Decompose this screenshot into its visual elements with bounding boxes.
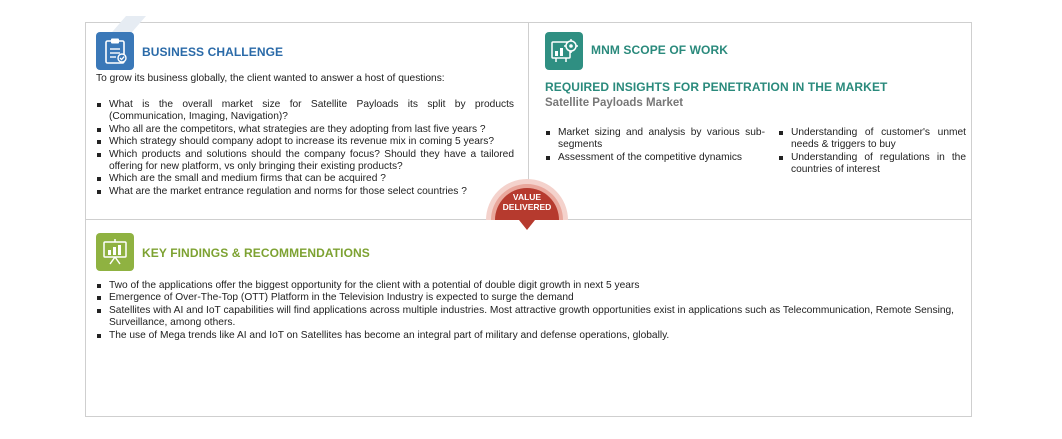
presentation-chart-icon <box>96 233 134 271</box>
list-item: Understanding of customer's unmet needs & triggers to buy <box>778 127 966 152</box>
list-item: Understanding of regulations in the countries of interest <box>778 152 966 177</box>
business-challenge-title: BUSINESS CHALLENGE <box>142 45 284 59</box>
list-item: Emergence of Over-The-Top (OTT) Platform in the Television Industry is expected to surge the demand <box>96 292 954 304</box>
list-item: Which products and solutions should the company focus? Should they have a tailored offering for new platform, vs only bringing their existing products? <box>96 149 514 174</box>
list-item: Which are the small and medium firms that can be acquired ? <box>96 173 514 185</box>
value-delivered-badge <box>482 178 572 230</box>
list-item: What are the market entrance regulation and norms for those select countries ? <box>96 186 514 198</box>
list-item: Two of the applications offer the biggest opportunity for the client with a potential of double digit growth in next 5 years <box>96 280 954 292</box>
clipboard-check-icon <box>96 32 134 70</box>
insights-heading: REQUIRED INSIGHTS FOR PENETRATION IN THE MARKET <box>545 80 888 94</box>
list-item: Market sizing and analysis by various sub-segments <box>545 127 765 152</box>
list-item: What is the overall market size for Satellite Payloads its split by products (Communication, Imaging, Navigation)? <box>96 99 514 124</box>
scope-right-list <box>778 127 966 177</box>
list-item: Assessment of the competitive dynamics <box>545 152 765 164</box>
key-findings-title: KEY FINDINGS & RECOMMENDATIONS <box>142 246 370 260</box>
list-item: Who all are the competitors, what strategies are they adopting from last five years ? <box>96 124 514 136</box>
gear-chart-icon <box>545 32 583 70</box>
business-challenge-intro: To grow its business globally, the client wanted to answer a host of questions: <box>96 73 445 84</box>
list-item: Which strategy should company adopt to increase its revenue mix in coming 5 years? <box>96 136 514 148</box>
list-item: The use of Mega trends like AI and IoT on Satellites has become an integral part of military and defense operations, globally. <box>96 330 954 342</box>
business-questions-list <box>96 99 514 198</box>
scope-of-work-title: MNM SCOPE OF WORK <box>591 43 729 57</box>
list-item: Satellites with AI and IoT capabilities will find applications across multiple industries. Most attractive growth opportunities exist in applications such as Telecommunication, Remote Sensing, Surveillance, among others. <box>96 305 954 330</box>
scope-left-list <box>545 127 765 164</box>
market-name: Satellite Payloads Market <box>545 97 684 109</box>
value-label-line1: VALUE <box>512 192 542 202</box>
key-findings-list <box>96 280 954 342</box>
value-label-line2: DELIVERED <box>502 202 552 212</box>
